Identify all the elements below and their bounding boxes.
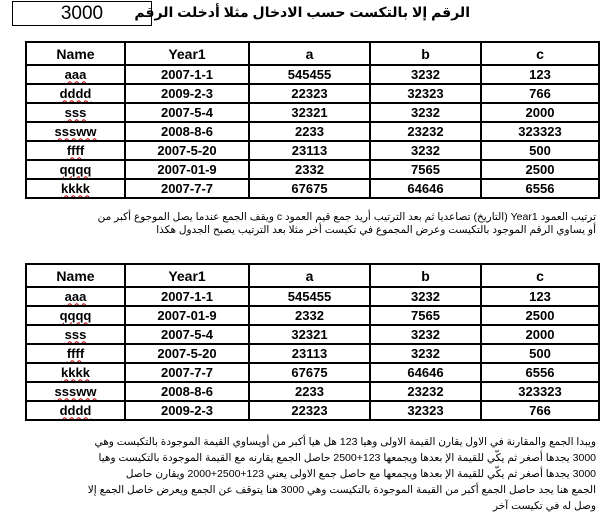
header-c: c (481, 264, 599, 287)
paragraph-line: 3000 يجدها أصغر ثم يكّي للقيمة الإ بعدها ويجمعها مع حاصل جمع الاولى يعني 123+2500+2000 ويقارن حاصل (125, 468, 596, 480)
table-header-row (26, 42, 599, 65)
cell-c: 323323 (481, 382, 599, 401)
cell-c: 6556 (481, 179, 599, 198)
table-row (26, 306, 599, 325)
cell-year1: 2007-5-20 (125, 344, 249, 363)
paragraph-line: ترتيب العمود Year1 (التاريخ) تصاعديا ثم بعد الترتيب أريد جمع قيم العمود c ويقف الجمع عندما يصل الموجوع أكبر من (97, 211, 596, 223)
cell-a: 2332 (249, 160, 370, 179)
table-row (26, 363, 599, 382)
cell-name: kkkk (26, 363, 125, 382)
cell-name: sssww (26, 382, 125, 401)
cell-year1: 2007-7-7 (125, 179, 249, 198)
cell-c: 323323 (481, 122, 599, 141)
cell-c: 2500 (481, 306, 599, 325)
header-b: b (370, 264, 481, 287)
table-row (26, 160, 599, 179)
cell-b: 23232 (370, 122, 481, 141)
cell-year1: 2007-1-1 (125, 65, 249, 84)
cell-name: ffff (26, 141, 125, 160)
table-sorted (25, 263, 600, 421)
table-header-row (26, 264, 599, 287)
cell-c: 500 (481, 141, 599, 160)
cell-c: 123 (481, 287, 599, 306)
cell-b: 64646 (370, 179, 481, 198)
paragraph-line: أو يساوي الرقم الموجود بالتكيست وعرض المجموع في تكيست أخر مثلا بعد الترتيب يصبح الجدول هكذا (156, 224, 596, 236)
cell-a: 22323 (249, 401, 370, 420)
cell-year1: 2007-01-9 (125, 306, 249, 325)
cell-b: 3232 (370, 65, 481, 84)
cell-c: 6556 (481, 363, 599, 382)
header-a: a (249, 42, 370, 65)
cell-a: 23113 (249, 141, 370, 160)
table-row (26, 179, 599, 198)
header-name: Name (26, 42, 125, 65)
cell-name: kkkk (26, 179, 125, 198)
cell-name: qqqq (26, 306, 125, 325)
cell-year1: 2009-2-3 (125, 84, 249, 103)
header-year1: Year1 (125, 264, 249, 287)
table-row (26, 103, 599, 122)
heading-text: الرقم إلا بالتكست حسب الادخال مثلا أدخلت الرقم (134, 4, 470, 20)
cell-year1: 2007-5-4 (125, 325, 249, 344)
table-row (26, 65, 599, 84)
cell-a: 2332 (249, 306, 370, 325)
table-row (26, 401, 599, 420)
cell-c: 2000 (481, 325, 599, 344)
cell-name: sssww (26, 122, 125, 141)
cell-b: 64646 (370, 363, 481, 382)
cell-b: 3232 (370, 325, 481, 344)
paragraph-line: 3000 يجدها أصغر ثم يكّي للقيمة الإ بعدها ويجمعها 123+2500 حاصل الجمع يقارنه مع القيمة الموجودة بالتكيست وهيا (98, 452, 596, 464)
explanation-paragraph-2 (6, 434, 596, 514)
paragraph-line: الجمع هنا يجد حاصل الجمع أكبر من القيمة الموجودة بالتكيست وهي 3000 هنا يتوقف عن الجمع ويعرض خاصل الجمع إلا (87, 484, 596, 496)
table-row (26, 84, 599, 103)
cell-a: 545455 (249, 287, 370, 306)
cell-b: 3232 (370, 141, 481, 160)
cell-c: 500 (481, 344, 599, 363)
table-row (26, 287, 599, 306)
cell-name: aaa (26, 65, 125, 84)
table-row (26, 344, 599, 363)
cell-name: dddd (26, 84, 125, 103)
cell-a: 2233 (249, 382, 370, 401)
cell-name: sss (26, 325, 125, 344)
cell-b: 32323 (370, 401, 481, 420)
cell-a: 22323 (249, 84, 370, 103)
cell-name: dddd (26, 401, 125, 420)
cell-year1: 2007-5-20 (125, 141, 249, 160)
cell-year1: 2009-2-3 (125, 401, 249, 420)
cell-a: 545455 (249, 65, 370, 84)
cell-c: 766 (481, 401, 599, 420)
table-unsorted (25, 41, 600, 199)
number-textbox[interactable]: 3000 (12, 1, 152, 26)
cell-a: 67675 (249, 179, 370, 198)
cell-b: 3232 (370, 344, 481, 363)
header-b: b (370, 42, 481, 65)
cell-b: 7565 (370, 306, 481, 325)
cell-b: 3232 (370, 287, 481, 306)
cell-name: sss (26, 103, 125, 122)
table-row (26, 382, 599, 401)
explanation-paragraph-1 (6, 211, 596, 237)
cell-a: 32321 (249, 325, 370, 344)
header-name: Name (26, 264, 125, 287)
cell-year1: 2007-5-4 (125, 103, 249, 122)
table-row (26, 325, 599, 344)
cell-b: 23232 (370, 382, 481, 401)
table-row (26, 122, 599, 141)
paragraph-line: وصل له في تكيست آخر (493, 500, 596, 512)
cell-a: 67675 (249, 363, 370, 382)
cell-year1: 2008-8-6 (125, 122, 249, 141)
cell-a: 32321 (249, 103, 370, 122)
paragraph-line: ويبدا الجمع والمقارنة في الاول يقارن القيمة الاولى وهيا 123 هل هيا أكبر من أويساوي القيمة الموجودة بالتكيست وهي (94, 436, 596, 448)
cell-name: qqqq (26, 160, 125, 179)
cell-a: 23113 (249, 344, 370, 363)
cell-c: 766 (481, 84, 599, 103)
cell-b: 32323 (370, 84, 481, 103)
header-a: a (249, 264, 370, 287)
cell-year1: 2007-1-1 (125, 287, 249, 306)
header-c: c (481, 42, 599, 65)
cell-b: 7565 (370, 160, 481, 179)
header-year1: Year1 (125, 42, 249, 65)
cell-name: aaa (26, 287, 125, 306)
cell-c: 2500 (481, 160, 599, 179)
cell-name: ffff (26, 344, 125, 363)
table-row (26, 141, 599, 160)
cell-year1: 2007-01-9 (125, 160, 249, 179)
cell-year1: 2007-7-7 (125, 363, 249, 382)
cell-c: 123 (481, 65, 599, 84)
cell-year1: 2008-8-6 (125, 382, 249, 401)
cell-a: 2233 (249, 122, 370, 141)
cell-c: 2000 (481, 103, 599, 122)
cell-b: 3232 (370, 103, 481, 122)
